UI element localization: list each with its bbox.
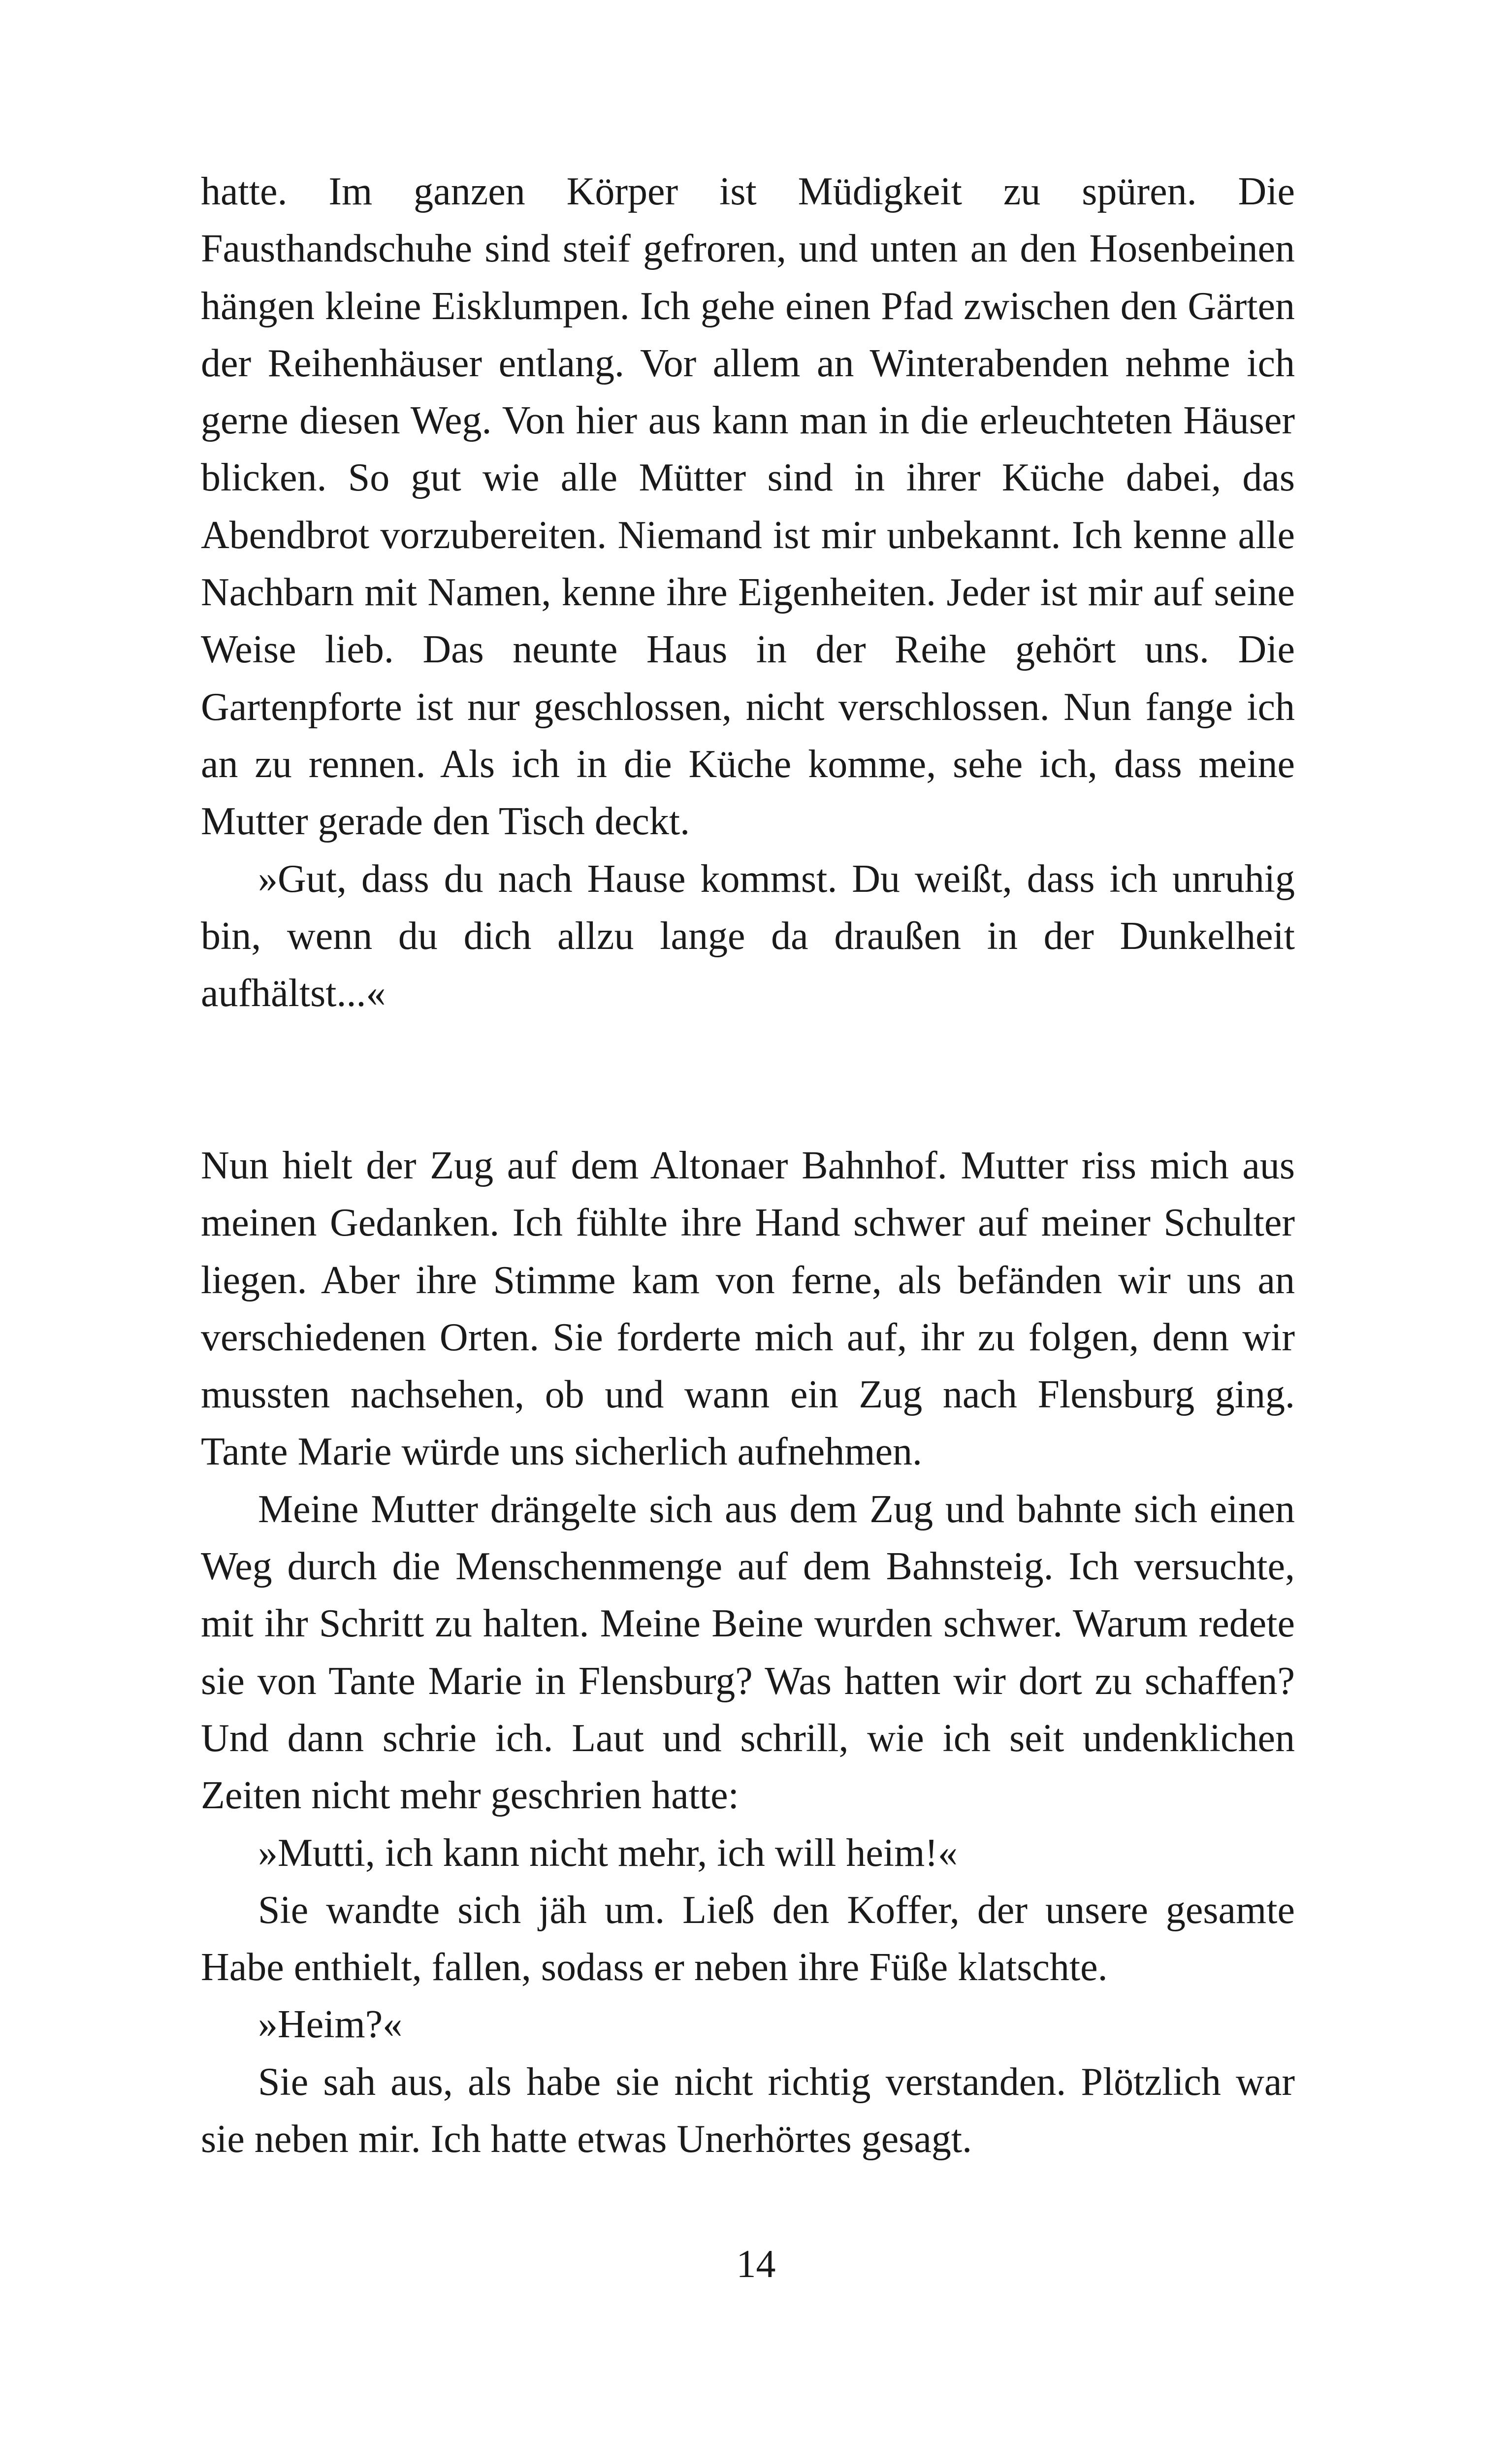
paragraph: Sie wandte sich jäh um. Ließ den Koffer, der unsere gesamte Habe enthielt, fallen, sodass er neben ihre Füße klatschte. bbox=[201, 1888, 1295, 1989]
dialogue-paragraph: »Gut, dass du nach Hause kommst. Du weißt, dass ich unruhig bin, wenn du dich allzu lange da draußen in der Dunkelheit aufhältst...« bbox=[201, 857, 1295, 1015]
dialogue-paragraph: »Mutti, ich kann nicht mehr, ich will heim!« bbox=[258, 1831, 958, 1875]
paragraph: Sie sah aus, als habe sie nicht richtig verstanden. Plötzlich war sie neben mir. Ich hatte etwas Unerhörtes gesagt. bbox=[201, 2060, 1295, 2161]
text-section-1 bbox=[201, 163, 1295, 1022]
paragraph: Nun hielt der Zug auf dem Altonaer Bahnhof. Mutter riss mich aus meinen Gedanken. Ich fühlte ihre Hand schwer auf meiner Schulter liegen. Aber ihre Stimme kam von ferne, als befänden wir uns an verschiedenen Orten. Sie forderte mich auf, ihr zu folgen, denn wir mussten nachsehen, ob und wann ein Zug nach Flensburg ging. Tante Marie würde uns sicherlich aufnehmen. bbox=[201, 1144, 1295, 1474]
paragraph: hatte. Im ganzen Körper ist Müdigkeit zu spüren. Die Fausthandschuhe sind steif gefroren, und unten an den Hosenbeinen hängen kleine Eisklumpen. Ich gehe einen Pfad zwischen den Gärten der Reihenhäuser entlang. Vor allem an Winterabenden nehme ich gerne diesen Weg. Von hier aus kann man in die erleuchteten Häuser blicken. So gut wie alle Mütter sind in ihrer Küche dabei, das Abendbrot vorzubereiten. Niemand ist mir unbekannt. Ich kenne alle Nachbarn mit Namen, kenne ihre Eigenheiten. Jeder ist mir auf seine Weise lieb. Das neunte Haus in der Reihe gehört uns. Die Gartenpforte ist nur geschlossen, nicht verschlossen. Nun fange ich an zu rennen. Als ich in die Küche komme, sehe ich, dass meine Mutter gerade den Tisch deckt. bbox=[201, 170, 1295, 844]
text-section-2 bbox=[201, 1137, 1295, 2168]
paragraph: Meine Mutter drängelte sich aus dem Zug und bahnte sich einen Weg durch die Menschenmenge auf dem Bahnsteig. Ich versuchte, mit ihr Schritt zu halten. Meine Beine wurden schwer. Warum redete sie von Tante Marie in Flensburg? Was hatten wir dort zu schaffen? Und dann schrie ich. Laut und schrill, wie ich seit undenklichen Zeiten nicht mehr geschrien hatte: bbox=[201, 1487, 1295, 1818]
dialogue-paragraph: »Heim?« bbox=[258, 2003, 403, 2047]
page-number: 14 bbox=[736, 2243, 776, 2286]
